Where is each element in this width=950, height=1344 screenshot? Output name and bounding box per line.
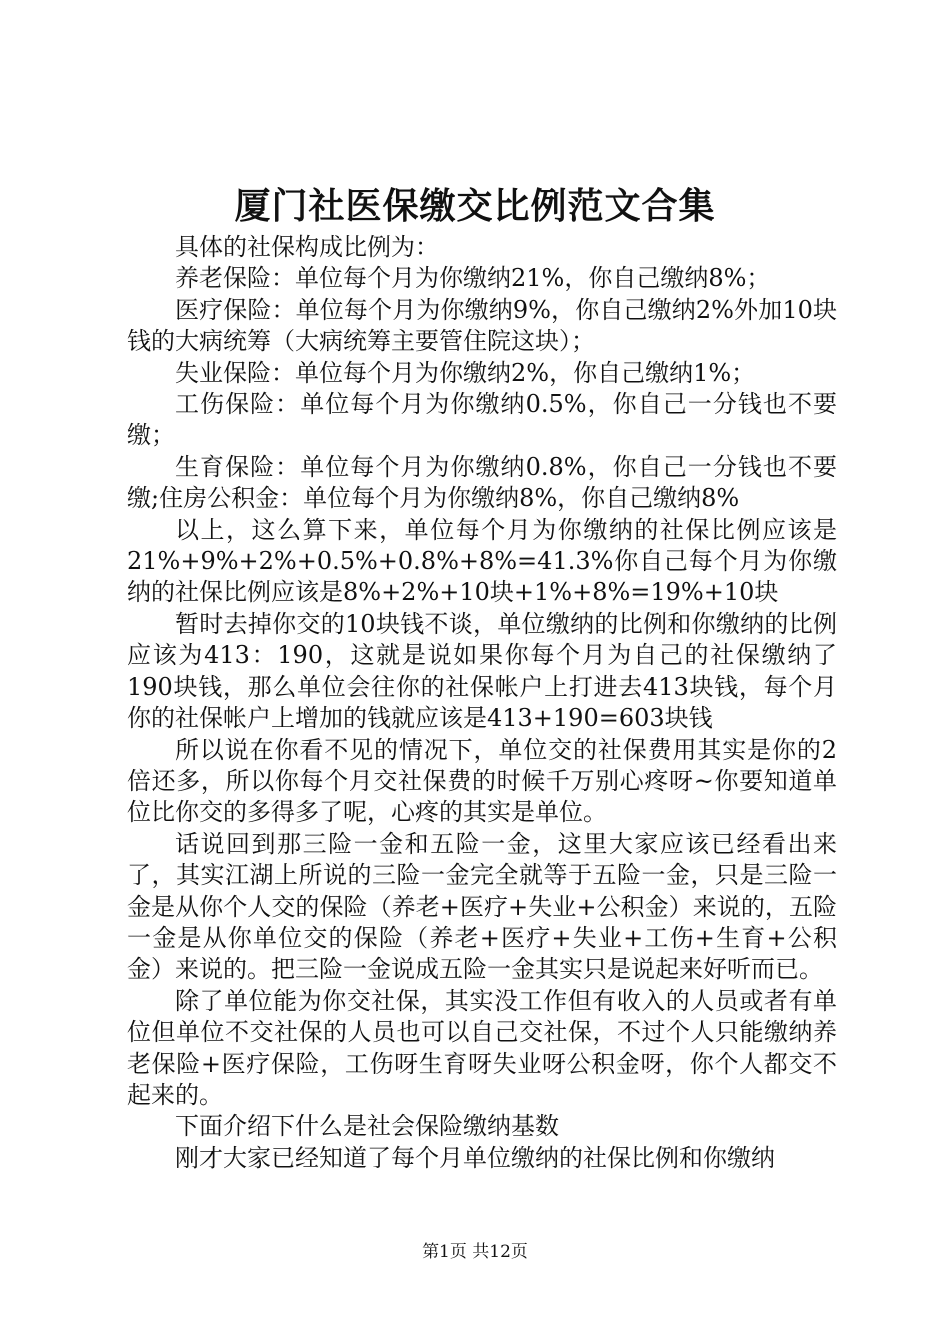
page-number-footer: 第1页 共12页 — [422, 1242, 528, 1262]
paragraph: 暂时去掉你交的10块钱不谈，单位缴纳的比例和你缴纳的比例应该为413：190，这就是说如果你每个月为自己的社保缴纳了190块钱，那么单位会往你的社保帐户上打进去413块钱，每个月你的社保帐户上增加的钱就应该是413+190=603块钱 — [127, 609, 837, 733]
paragraph: 生育保险：单位每个月为你缴纳0.8%，你自己一分钱也不要缴;住房公积金：单位每个月为你缴纳8%，你自己缴纳8% — [127, 452, 837, 513]
paragraph: 话说回到那三险一金和五险一金，这里大家应该已经看出来了，其实江湖上所说的三险一金完全就等于五险一金，只是三险一金是从你个人交的保险（养老+医疗+失业+公积金）来说的，五险一金是从你单位交的保险（养老+医疗+失业+工伤+生育+公积金）来说的。把三险一金说成五险一金其实只是说起来好听而已。 — [127, 829, 837, 984]
paragraph: 具体的社保构成比例为： — [175, 233, 439, 261]
paragraph: 除了单位能为你交社保，其实没工作但有收入的人员或者有单位但单位不交社保的人员也可以自己交社保，不过个人只能缴纳养老保险+医疗保险，工伤呀生育呀失业呀公积金呀，你个人都交不起来的。 — [127, 986, 837, 1109]
paragraph: 失业保险：单位每个月为你缴纳2%，你自己缴纳1%； — [175, 358, 756, 387]
paragraph: 医疗保险：单位每个月为你缴纳9%，你自己缴纳2%外加10块钱的大病统筹（大病统筹主要管住院这块）； — [127, 295, 837, 356]
paragraph: 刚才大家已经知道了每个月单位缴纳的社保比例和你缴纳 — [175, 1143, 775, 1172]
paragraph: 所以说在你看不见的情况下，单位交的社保费用其实是你的2倍还多，所以你每个月交社保费的时候千万别心疼呀~你要知道单位比你交的多得多了呢，心疼的其实是单位。 — [127, 735, 837, 827]
paragraph: 下面介绍下什么是社会保险缴纳基数 — [175, 1112, 559, 1141]
paragraph: 养老保险：单位每个月为你缴纳21%，你自己缴纳8%； — [175, 264, 771, 293]
document-title: 厦门社医保缴交比例范文合集 — [234, 185, 716, 227]
paragraph: 工伤保险：单位每个月为你缴纳0.5%，你自己一分钱也不要缴； — [127, 390, 837, 450]
document-body — [127, 232, 837, 1174]
paragraph: 以上，这么算下来，单位每个月为你缴纳的社保比例应该是21%+9%+2%+0.5%+0.8%+8%=41.3%你自己每个月为你缴纳的社保比例应该是8%+2%+10块+1%+8%=19%+10块 — [127, 515, 837, 607]
